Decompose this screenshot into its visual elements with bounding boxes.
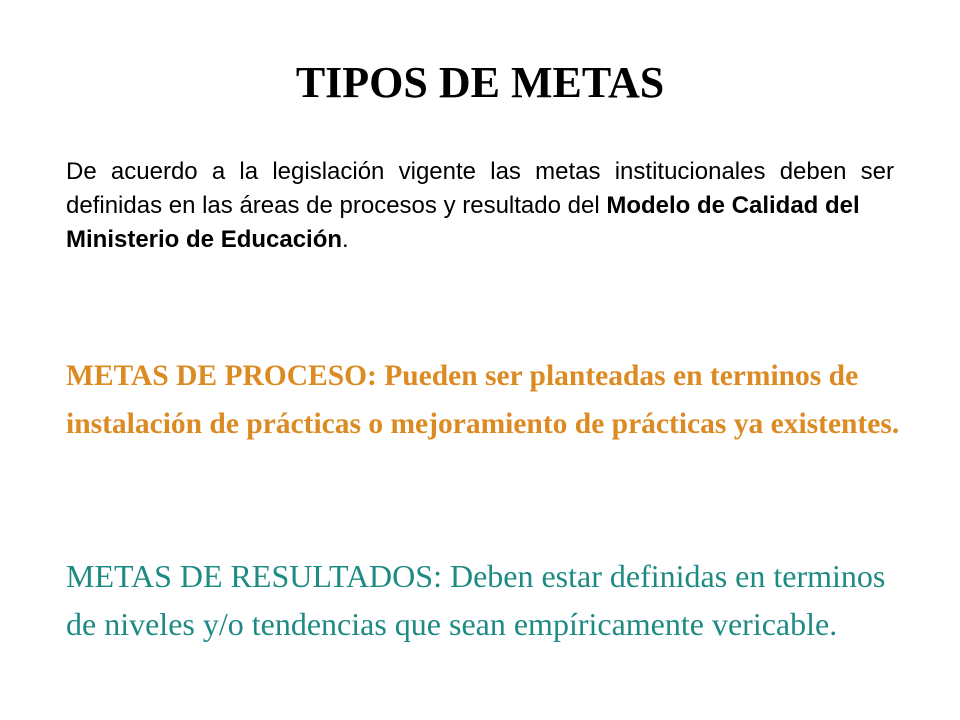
intro-bold-model-line1: Modelo de Calidad del: [606, 192, 860, 219]
intro-paragraph: [66, 155, 894, 257]
metas-proceso-paragraph: METAS DE PROCESO: Pueden ser planteadas en terminos de instalación de prácticas o mejoramiento de prácticas ya existentes.: [66, 360, 900, 440]
metas-resultados-paragraph: METAS DE RESULTADOS: Deben estar definidas en terminos de niveles y/o tendencias que sean empíricamente vericable.: [66, 558, 886, 642]
intro-text: De acuerdo a la legislación vigente las metas institucionales deben ser definidas en las áreas de procesos y resultado del: [66, 158, 894, 219]
intro-period: .: [342, 226, 349, 253]
intro-bold-model-line2: Ministerio de Educación: [66, 226, 343, 253]
slide-title: TIPOS DE METAS: [295, 58, 665, 107]
